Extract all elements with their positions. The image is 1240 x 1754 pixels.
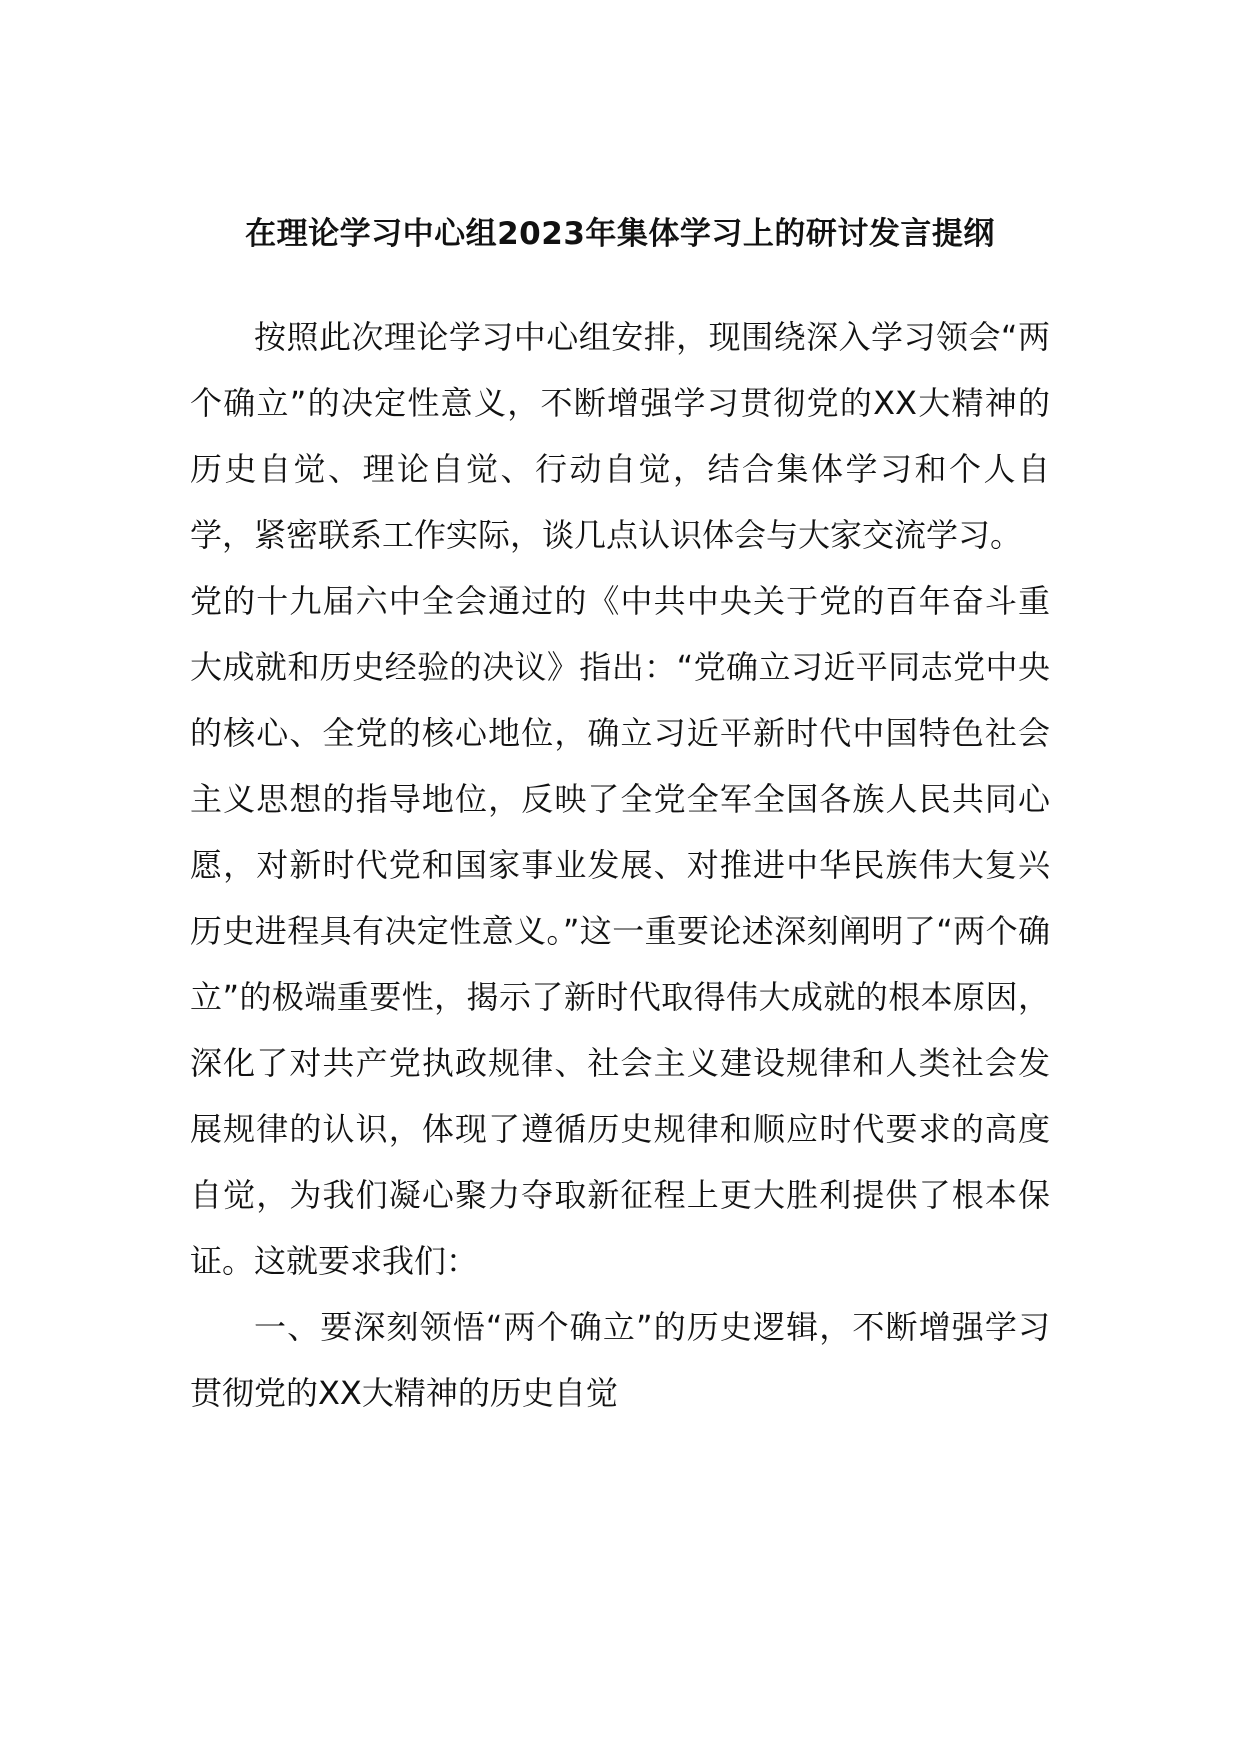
intro-paragraph: 按照此次理论学习中心组安排，现围绕深入学习领会“两个确立”的决定性意义，不断增强学习贯彻党的XX大精神的历史自觉、理论自觉、行动自觉，结合集体学习和个人自学，紧密联系工作实际，谈几点认识体会与大家交流学习。 xyxy=(190,318,1050,554)
resolution-quote-paragraph: 党的十九届六中全会通过的《中共中央关于党的百年奋斗重大成就和历史经验的决议》指出：“党确立习近平同志党中央的核心、全党的核心地位，确立习近平新时代中国特色社会主义思想的指导地位，反映了全党全军全国各族人民共同心愿，对新时代党和国家事业发展、对推进中华民族伟大复兴历史进程具有决定性意义。”这一重要论述深刻阐明了“两个确立”的极端重要性，揭示了新时代取得伟大成就的根本原因，深化了对共产党执政规律、社会主义建设规律和人类社会发展规律的认识，体现了遵循历史规律和顺应时代要求的高度自觉，为我们凝心聚力夺取新征程上更大胜利提供了根本保证。这就要求我们： xyxy=(190,582,1050,1280)
document-body xyxy=(190,304,1050,1426)
document-title: 在理论学习中心组2023年集体学习上的研讨发言提纲 xyxy=(245,216,995,252)
section-one-heading: 一、要深刻领悟“两个确立”的历史逻辑，不断增强学习贯彻党的XX大精神的历史自觉 xyxy=(190,1308,1050,1412)
